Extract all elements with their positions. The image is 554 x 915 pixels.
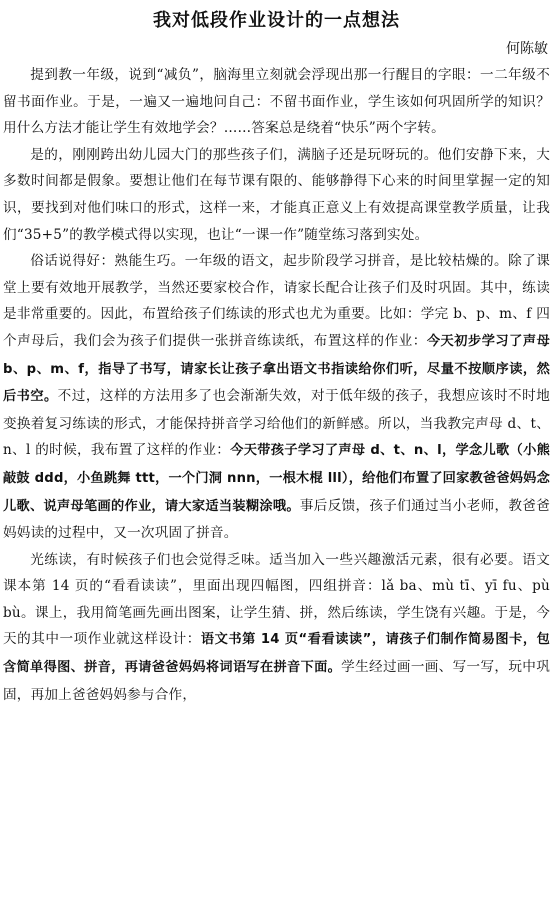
article-body: [3, 62, 550, 708]
bold-text-segment: 今天带孩子学习了声母 d、t、n、l，学念儿歌（小熊敲鼓 ddd，小鱼跳舞 ttt，一个门洞 nnn，一根木棍 lll），给他们布置了回家教爸爸妈妈念儿歌、说声母笔画的作业，请大家适当装糊涂哦。: [3, 443, 550, 514]
paragraph: [3, 142, 550, 248]
bold-text-segment: 语文书第 14 页“看看读读”，请孩子们制作简易图卡，包含简单得图、拼音，再请爸爸妈妈将词语写在拼音下面。: [3, 632, 550, 676]
text-segment: 是的，刚刚跨出幼儿园大门的那些孩子们，满脑子还是玩呀玩的。他们安静下来，大多数时间都是假象。要想让他们在每节课有限的、能够静得下心来的时间里掌握一定的知识，要找到对他们味口的形式，这样一来，才能真正意义上有效提高课堂教学质量，让我们“35+5”的教学模式得以实现，也让“一课一作”随堂练习落到实处。: [3, 146, 550, 243]
text-segment: 光练读，有时候孩子们也会觉得乏味。适当加入一些兴趣激活元素，很有必要。语文课本第 14 页的“看看读读”，里面出现四幅图，四组拼音：lǎ ba、mù tī、yī fu、pù bù。课上，我用简笔画先画出图案，让学生猜、拼，然后练读，学生饶有兴趣。于是，今天的其中一项作业就这样设计：: [3, 551, 550, 648]
paragraph: [3, 62, 550, 142]
bold-text-segment: 今天初步学习了声母 b、p、m、f，指导了书写，请家长让孩子拿出语文书指读给你们听，尽量不按顺序读，然后书空。: [3, 333, 550, 405]
text-segment: 俗话说得好：熟能生巧。一年级的语文，起步阶段学习拼音，是比较枯燥的。除了课堂上要有效地开展教学，当然还要家校合作，请家长配合让孩子们及时巩固。其中，练读是非常重要的。因此，布置给孩子们练读的形式也尤为重要。比如：学完 b、p、m、f 四个声母后，我们会为孩子们提供一张拼音练读纸，布置这样的作业：: [3, 253, 550, 349]
text-segment: 事后反馈，孩子们通过当小老师，教爸爸妈妈读的过程中，又一次巩固了拼音。: [3, 497, 550, 542]
text-segment: 学生经过画一画、写一写，玩中巩固，再加上爸爸妈妈参与合作，: [3, 659, 551, 703]
paragraph: [3, 248, 550, 547]
text-segment: 提到教一年级，说到“减负”，脑海里立刻就会浮现出那一行醒目的字眼：一二年级不留书面作业。于是，一遍又一遍地问自己：不留书面作业，学生该如何巩固所学的知识？用什么方法才能让学生有效地学会？……答案总是绕着“快乐”两个字转。: [3, 67, 550, 137]
paragraph: [3, 547, 550, 709]
text-segment: 不过，这样的方法用多了也会渐渐失效，对于低年级的孩子，我想应该时不时地变换着复习练读的形式，才能保持拼音学习给他们的新鲜感。所以，当我教完声母 d、t、n、l 的时候，我布置了这样的作业：: [3, 388, 550, 459]
document-title: 我对低段作业设计的一点想法: [153, 10, 400, 31]
author-name: 何陈敏: [506, 41, 548, 57]
